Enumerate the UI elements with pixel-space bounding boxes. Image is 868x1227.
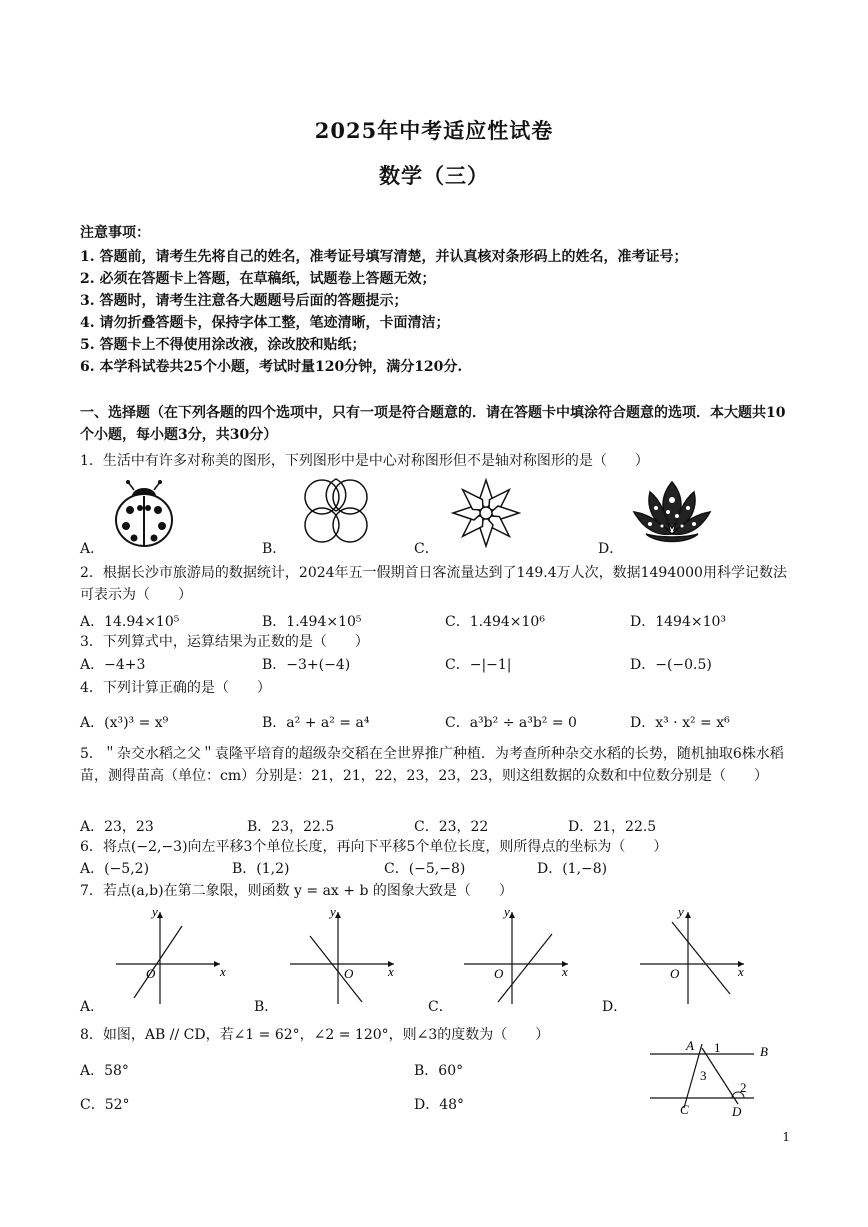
point-b-label: B	[760, 1044, 768, 1059]
option-b: B．(1,2)	[232, 861, 290, 877]
option-d: D．−(−0.5)	[630, 657, 712, 673]
ladybug-figure	[108, 480, 180, 550]
option-b: B．	[262, 541, 287, 557]
option-b: B．23，22.5	[247, 819, 335, 835]
parallel-lines-figure	[640, 1034, 780, 1120]
option-c: C．(−5,−8)	[384, 861, 466, 877]
notice-item: 4. 请勿折叠答题卡，保持字体工整，笔迹清晰，卡面清洁；	[80, 315, 450, 331]
option-c: C．	[428, 999, 453, 1015]
notice-item: 3. 答题时，请考生注意各大题题号后面的答题提示；	[80, 293, 408, 309]
option-a: A．23，23	[80, 819, 154, 835]
notice-item: 2. 必须在答题卡上答题，在草稿纸，试题卷上答题无效；	[80, 271, 436, 287]
option-b: B．1.494×10⁵	[262, 614, 362, 630]
option-a: A．−4+3	[80, 657, 146, 673]
page-number: 1	[782, 1130, 790, 1144]
graph-b	[286, 902, 402, 1006]
option-a: A．	[80, 999, 105, 1015]
notice-item: 5. 答题卡上不得使用涂改液，涂改胶和贴纸；	[80, 337, 366, 353]
y-axis-label: y	[152, 904, 158, 919]
option-d: D．(1,−8)	[537, 861, 608, 877]
graph-c	[460, 902, 576, 1006]
notice-item: 1. 答题前，请考生先将自己的姓名，准考证号填写清楚，并认真核对条形码上的姓名，准考证号；	[80, 249, 688, 265]
x-axis-label: x	[562, 964, 568, 979]
option-a: A．	[80, 541, 105, 557]
question-4-stem: 4．下列计算正确的是（ ）	[80, 680, 271, 696]
question-8-stem: 8．如图，AB // CD，若∠1 = 62°，∠2 = 120°，则∠3的度数为（ ）	[80, 1027, 550, 1043]
option-b: B．60°	[414, 1063, 464, 1079]
option-d: D．48°	[414, 1097, 465, 1113]
question-3-stem: 3．下列算式中，运算结果为正数的是（ ）	[80, 634, 369, 650]
y-axis-label: y	[678, 904, 684, 919]
option-b: B．a² + a² = a⁴	[262, 715, 370, 731]
option-b: B．−3+(−4)	[262, 657, 351, 673]
point-c-label: C	[680, 1102, 689, 1117]
option-a: A．(x³)³ = x⁹	[80, 715, 169, 731]
x-axis-label: x	[738, 964, 744, 979]
notice-item: 6. 本学科试卷共25个小题，考试时量120分钟，满分120分.	[80, 359, 463, 375]
option-c: C．23，22	[414, 819, 489, 835]
question-7-stem: 7．若点(a,b)在第二象限，则函数 y = ax + b 的图象大致是（ ）	[80, 883, 513, 899]
option-d: D．	[602, 999, 628, 1015]
option-a: A．(−5,2)	[80, 861, 150, 877]
x-axis-label: x	[220, 964, 226, 979]
exam-subtitle: 数学（三）	[379, 163, 489, 188]
option-d: D．	[598, 541, 624, 557]
y-axis-label: y	[504, 904, 510, 919]
option-c: C．a³b² ÷ a³b² = 0	[445, 715, 577, 731]
option-c: C．	[414, 541, 439, 557]
option-d: D．21，22.5	[568, 819, 657, 835]
option-d: D．1494×10³	[630, 614, 727, 630]
option-c: C．−|−1|	[445, 657, 512, 673]
x-axis-label: x	[388, 964, 394, 979]
question-1-stem: 1．生活中有许多对称美的图形，下列图形中是中心对称图形但不是轴对称图形的是（ ）	[80, 453, 649, 469]
option-a: A．14.94×10⁵	[80, 614, 180, 630]
option-a: A．58°	[80, 1063, 129, 1079]
origin-label: O	[494, 966, 504, 981]
exam-title: 2025年中考适应性试卷	[314, 118, 554, 143]
y-axis-label: y	[330, 904, 336, 919]
option-c: C．1.494×10⁶	[445, 614, 545, 630]
origin-label: O	[670, 966, 680, 981]
point-a-label: A	[686, 1038, 694, 1053]
graph-a	[112, 902, 228, 1006]
question-2-stem: 2．根据长沙市旅游局的数据统计，2024年五一假期首日客流量达到了149.4万人次，数据1494000用科学记数法可表示为（ ）	[80, 565, 787, 603]
question-6-stem: 6．将点(−2,−3)向左平移3个单位长度，再向下平移5个单位长度，则所得点的坐标为（ ）	[80, 839, 668, 855]
origin-label: O	[146, 966, 156, 981]
snowflake-figure	[448, 478, 524, 548]
question-5-stem: 5．＂杂交水稻之父＂袁隆平培育的超级杂交稻在全世界推广种植．为考查所种杂交水稻的长势，随机抽取6株水稻苗，测得苗高（单位：cm）分别是：21，21，22，23，23，23，则这组数据的众数和中位数分别是（ ）	[80, 746, 784, 784]
lotus-figure	[630, 478, 714, 548]
option-b: B．	[254, 999, 279, 1015]
notice-heading: 注意事项：	[80, 225, 150, 241]
four-circles-figure	[298, 475, 374, 547]
angle-3-label: 3	[700, 1068, 707, 1083]
option-c: C．52°	[80, 1097, 130, 1113]
angle-1-label: 1	[714, 1040, 721, 1055]
option-d: D．x³ · x² = x⁶	[630, 715, 730, 731]
origin-label: O	[344, 966, 354, 981]
section-heading: 一、选择题（在下列各题的四个选项中，只有一项是符合题意的．请在答题卡中填涂符合题意的选项．本大题共10个小题，每小题3分，共30分）	[80, 405, 786, 443]
graph-d	[636, 902, 752, 1006]
angle-2-label: 2	[740, 1080, 747, 1095]
point-d-label: D	[732, 1104, 742, 1119]
